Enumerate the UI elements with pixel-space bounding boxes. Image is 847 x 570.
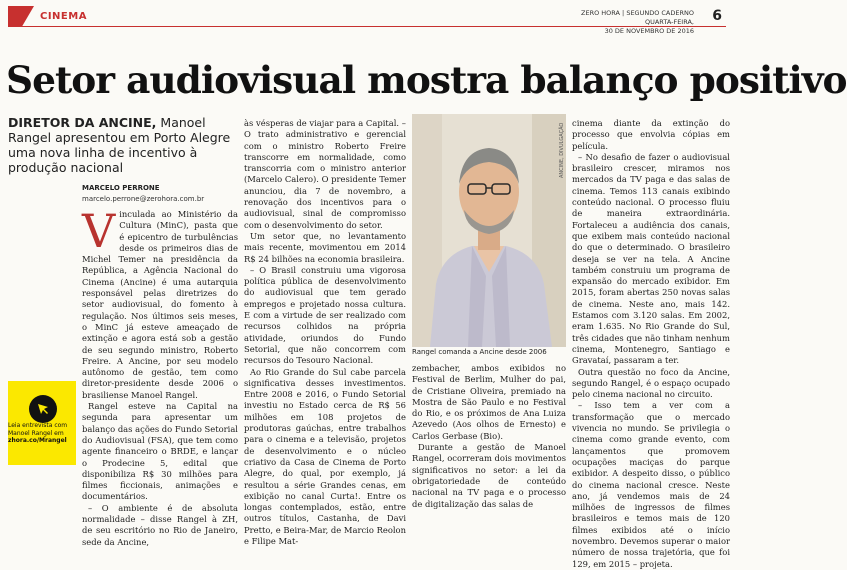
article-column-3 [412,363,566,509]
headline: Setor audiovisual mostra balanço positivo [6,58,847,102]
deck [8,115,240,175]
photo-caption: Rangel comanda a Ancine desde 2006 [412,348,547,356]
article-column-4 [572,118,730,569]
page-number: 6 [712,8,722,24]
paragraph: cinema diante da extinção do processo que envolvia cópias em película. [572,118,730,151]
paragraph: – No desafio de fazer o audiovisual brasileiro crescer, miramos nos mercados da TV paga e das salas de cinema. Temos 113 canais exibindo conteúdo nacional. O processo fluiu de maneira extraordinária. Fortaleceu a audiência dos canais, que exibem mais conteúdo nacional do que o determinado. O brasileiro deseja se ver na tela. A Ancine também construiu um programa de expansão do mercado exibidor. Em 2015, foram abertas 250 novas salas de cinema. Neste ano, mais 142. Estamos com 3.120 salas. Em 2002, eram 1.635. No Rio Grande do Sul, três cidades que não tinham nenhum cinema, Montenegro, Santiago e Gravataí, passaram a ter. [572,151,730,366]
paragraph: Durante a gestão de Manoel Rangel, ocorreram dois movimentos significativos no setor: a lei da obrigatoriedade de conteúdo nacional na TV paga e o processo de digitalização das salas de [412,442,566,509]
article-column-1 [82,204,238,547]
article-column-2 [244,118,406,546]
promo-line-2: Manoel Rangel em [8,429,64,437]
drop-cap: V [82,204,116,258]
byline-email: marcelo.perrone@zerohora.com.br [82,195,205,203]
promo-line-1: Leia entrevista com [8,422,68,429]
promo-text[interactable] [8,422,82,445]
masthead-paper: ZERO HORA | SEGUNDO CADERNO [581,9,694,17]
masthead-weekday: QUARTA-FEIRA, [644,18,694,26]
portrait-photo [412,114,566,347]
paragraph: Rangel esteve na Capital na segunda para apresentar um balanço das ações do Fundo Setorial do Audiovisual (FSA), que tem como agente financeiro o BRDE, e lançar o Prodecine 5, edital que disponibiliza R$ 30 milhões para filmes ficcionais, animações e documentários. [82,401,238,502]
deck-text: Manoel Rangel apresentou em Porto Alegre uma nova linha de incentivo à produção nacional [8,115,231,175]
masthead [581,9,694,36]
section-label: CINEMA [40,10,87,22]
paragraph: às vésperas de viajar para a Capital. – O trato administrativo e gerencial com o ministro Roberto Freire transcorre em normalidade, como transcorria com o ministro anterior (Marcelo Calero). O presidente Temer anunciou, dia 7 de novembro, a renovação dos incentivos para o audiovisual, sinal de compromisso com o desenvolvimento do setor. [244,118,406,230]
paragraph-text: inculada ao Ministério da Cultura (MinC), pasta que é epicentro de turbulências desde os primeiros dias de Michel Temer na presidência da República, a Agência Nacional do Cinema (Ancine) é uma autarquia responsável pelas diretrizes do setor audiovisual, do fomento à regulação. Nos últimos seis meses, o MinC já esteve ameaçado de extinção e agora está sob a gestão de seu segundo ministro, Roberto Freire. A Ancine, por seu modelo autônomo de gestão, tem como diretor-presidente desde 2006 o brasiliense Manoel Rangel. [82,209,238,400]
paragraph: – O ambiente é de absoluta normalidade – disse Rangel à ZH, de seu escritório no Rio de Janeiro, sede da Ancine, [82,502,238,547]
paragraph: – O Brasil construiu uma vigorosa política pública de desenvolvimento do audiovisual que tem gerado empregos e projetado nossa cultura. E com a virtude de ser realizado com recursos colhidos na própria atividade, oriundos do Fundo Setorial, que não concorrem com recursos do Tesouro Nacional. [244,264,406,366]
promo-link[interactable]: zhora.co/Mrangel [8,437,67,444]
paragraph: Um setor que, no levantamento mais recente, movimentou em 2014 R$ 24 bilhões na economia brasileira. [244,230,406,264]
paragraph: Ao Rio Grande do Sul cabe parcela significativa desses investimentos. Entre 2008 e 2016, o Fundo Setorial investiu no Estado cerca de R$ 56 milhões em 108 projetos de produtoras gaúchas, entre trabalhos para o cinema e a televisão, projetos de desenvolvimento e o núcleo criativo da Casa de Cinema de Porto Alegre, do qual, por exemplo, já resultou a série Grandes cenas, em exibição no canal Curta!. Entre os longas contemplados, estão, entre outros títulos, Castanha, de Davi Pretto, e Beira-Mar, de Marcio Reolon e Filipe Mat- [244,366,406,546]
paragraph [82,204,238,401]
deck-kicker: DIRETOR DA ANCINE, [8,115,157,130]
photo-credit: ANCINE, DIVULGAÇÃO [559,122,565,178]
arrow-pointer-icon [29,395,57,423]
portrait-illustration [412,114,566,347]
section-wedge-icon [8,6,34,26]
byline-name: MARCELO PERRONE [82,184,160,192]
paragraph: Outra questão no foco da Ancine, segundo Rangel, é o espaço ocupado pelo cinema nacional no circuito. [572,366,730,400]
section-tag [8,6,138,26]
paragraph: – Isso tem a ver com a transformação que o mercado vivencia no mundo. Se privilegia o cinema como grande evento, com lançamentos que promovem ocupações maciças do parque exibidor. A despeito disso, o público do cinema nacional cresce. Neste ano, já vendemos mais de 24 milhões de ingressos de filmes brasileiros e temos mais de 120 filmes exibidos até o início novembro. Devemos superar o maior número de nossa trajetória, que foi 129, em 2015 – projeta. [572,400,730,569]
paragraph: zembacher, ambos exibidos no Festival de Berlim, Mulher do pai, de Cristiane Oliveira, premiado na Mostra de São Paulo e no Festival do Rio, e os próximos de Ana Luiza Azevedo (Aos olhos de Ernesto) e Carlos Gerbase (Bio). [412,363,566,441]
masthead-date: 30 DE NOVEMBRO DE 2016 [604,27,694,35]
